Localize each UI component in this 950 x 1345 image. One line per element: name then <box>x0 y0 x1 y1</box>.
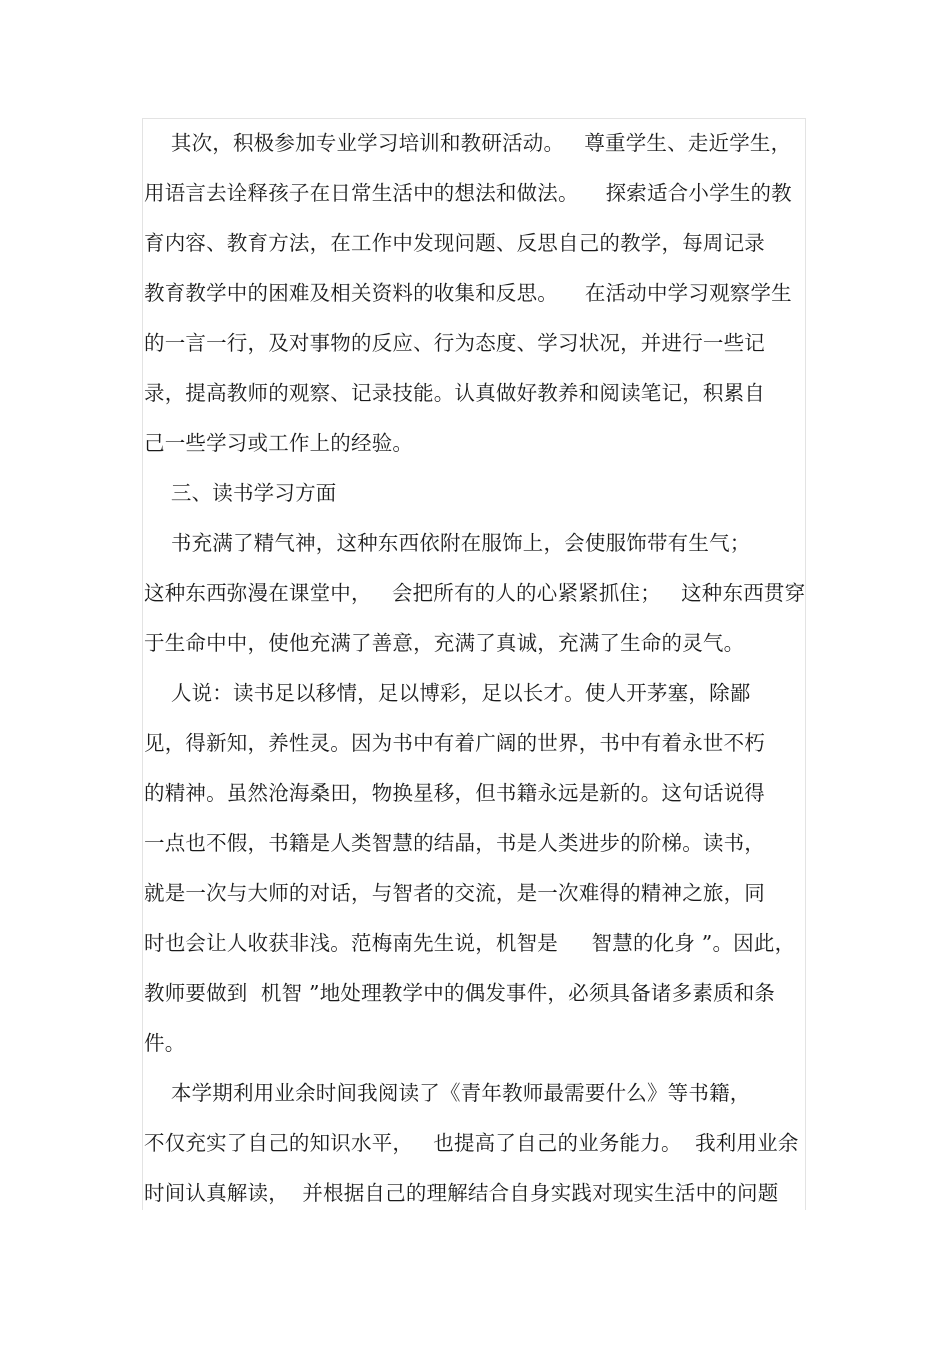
text-line: 的精神。虽然沧海桑田，物换星移，但书籍永远是新的。这句话说得 <box>144 781 765 805</box>
text-line: 时间认真解读， 并根据自己的理解结合自身实践对现实生活中的问题 <box>144 1181 779 1205</box>
text-line: 教师要做到 机智 ”地处理教学中的偶发事件，必须具备诸多素质和条 <box>144 981 776 1005</box>
text-line: 书充满了精气神，这种东西依附在服饰上，会使服饰带有生气； <box>144 531 751 555</box>
text-line: 就是一次与大师的对话，与智者的交流，是一次难得的精神之旅，同 <box>144 881 765 905</box>
document-body <box>144 118 808 1218</box>
text-line: 这种东西弥漫在课堂中， 会把所有的人的心紧紧抓住； 这种东西贯穿 <box>144 581 806 605</box>
text-line: 本学期利用业余时间我阅读了《青年教师最需要什么》等书籍， <box>144 1081 751 1105</box>
text-line: 见，得新知，养性灵。因为书中有着广阔的世界，书中有着永世不朽 <box>144 731 765 755</box>
text-line: 件。 <box>144 1031 186 1055</box>
text-line: 己一些学习或工作上的经验。 <box>144 431 414 455</box>
text-line: 录，提高教师的观察、记录技能。认真做好教养和阅读笔记，积累自 <box>144 381 765 405</box>
text-line: 用语言去诠释孩子在日常生活中的想法和做法。 探索适合小学生的教 <box>144 181 792 205</box>
text-line: 不仅充实了自己的知识水平， 也提高了自己的业务能力。 我利用业余 <box>144 1131 799 1155</box>
text-line: 一点也不假，书籍是人类智慧的结晶，书是人类进步的阶梯。读书， <box>144 831 765 855</box>
text-line: 于生命中中，使他充满了善意，充满了真诚，充满了生命的灵气。 <box>144 631 745 655</box>
section-heading: 三、读书学习方面 <box>144 481 337 505</box>
text-line: 人说：读书足以移情，足以博彩，足以长才。使人开茅塞，除鄙 <box>144 681 751 705</box>
text-line: 时也会让人收获非浅。范梅南先生说，机智是 智慧的化身 ”。因此， <box>144 931 796 955</box>
text-line: 的一言一行，及对事物的反应、行为态度、学习状况，并进行一些记 <box>144 331 765 355</box>
text-line: 教育教学中的困难及相关资料的收集和反思。 在活动中学习观察学生 <box>144 281 792 305</box>
text-line: 其次，积极参加专业学习培训和教研活动。 尊重学生、走近学生， <box>144 131 792 155</box>
text-line: 育内容、教育方法，在工作中发现问题、反思自己的教学，每周记录 <box>144 231 765 255</box>
